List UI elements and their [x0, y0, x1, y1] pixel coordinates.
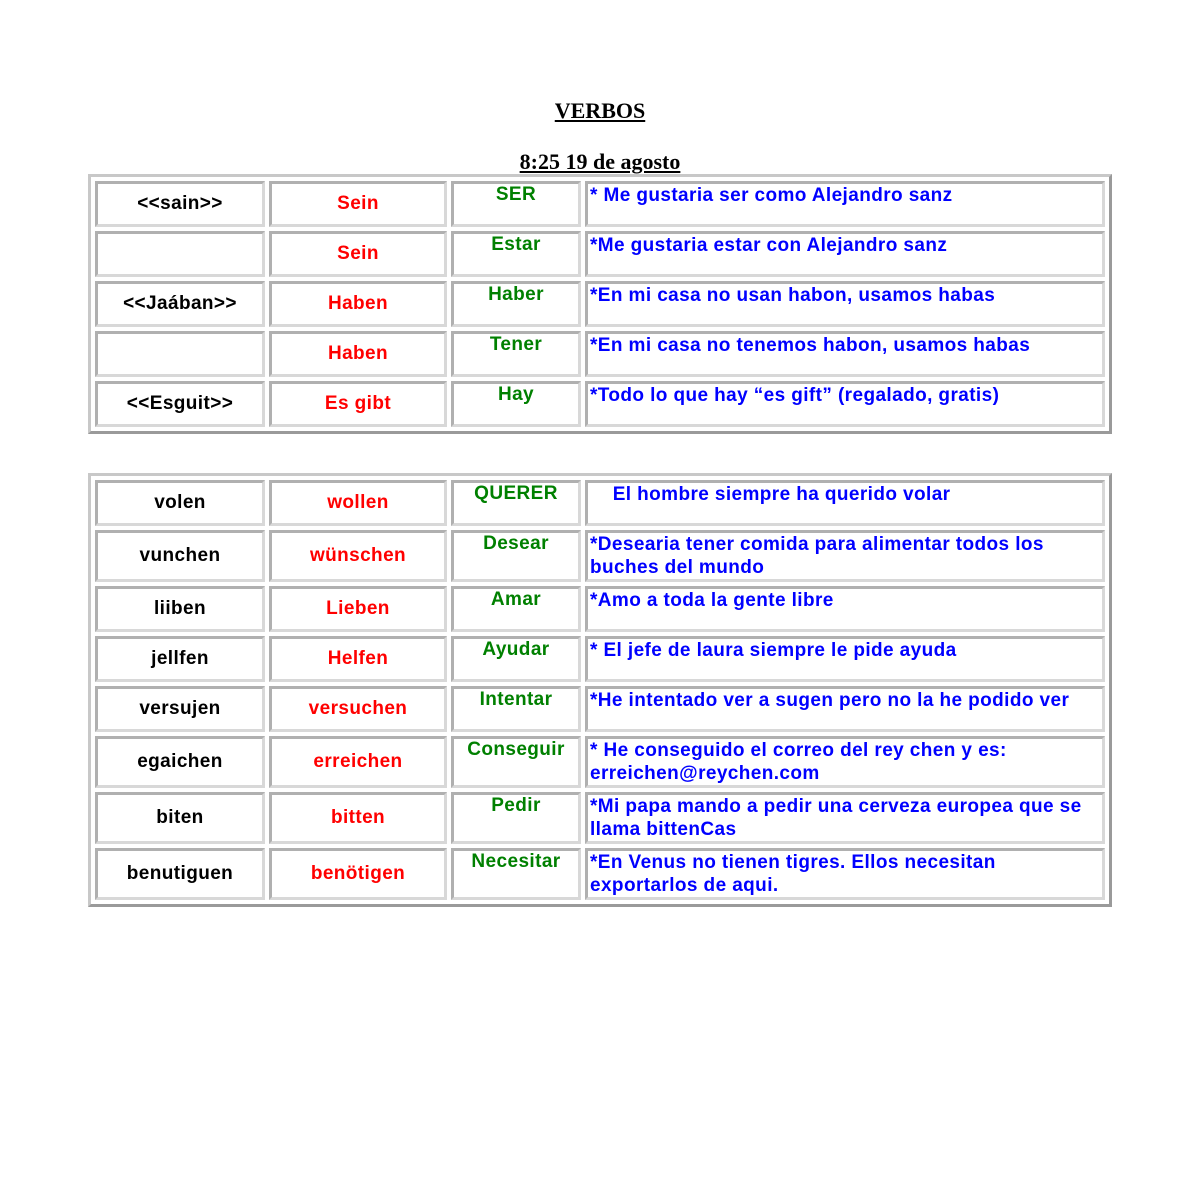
- example-cell: * Me gustaria ser como Alejandro sanz: [585, 181, 1105, 227]
- table-row: [95, 686, 1105, 732]
- german-cell: Lieben: [269, 586, 447, 632]
- example-cell: *En Venus no tienen tigres. Ellos necesitan exportarlos de aqui.: [585, 848, 1105, 900]
- example-cell: *En mi casa no tenemos habon, usamos habas: [585, 331, 1105, 377]
- german-cell: wünschen: [269, 530, 447, 582]
- pronunciation-cell: egaichen: [95, 736, 265, 788]
- german-cell: Sein: [269, 181, 447, 227]
- table-row: [95, 480, 1105, 526]
- table-row: [95, 848, 1105, 900]
- spanish-cell: QUERER: [451, 480, 581, 526]
- german-cell: wollen: [269, 480, 447, 526]
- example-cell: *En mi casa no usan habon, usamos habas: [585, 281, 1105, 327]
- spanish-cell: Desear: [451, 530, 581, 582]
- verbs-table-2: [88, 473, 1112, 907]
- example-cell: *Me gustaria estar con Alejandro sanz: [585, 231, 1105, 277]
- pronunciation-cell: liiben: [95, 586, 265, 632]
- example-cell: *Desearia tener comida para alimentar todos los buches del mundo: [585, 530, 1105, 582]
- page-subtitle: 8:25 19 de agosto: [519, 149, 681, 174]
- spanish-cell: Hay: [451, 381, 581, 427]
- german-cell: Haben: [269, 331, 447, 377]
- table-row: [95, 586, 1105, 632]
- german-cell: benötigen: [269, 848, 447, 900]
- example-cell: *Mi papa mando a pedir una cerveza europea que se llama bittenCas: [585, 792, 1105, 844]
- spanish-cell: Ayudar: [451, 636, 581, 682]
- table-row: [95, 736, 1105, 788]
- table-row: [95, 331, 1105, 377]
- table-row: [95, 530, 1105, 582]
- page-title: VERBOS: [554, 98, 646, 123]
- pronunciation-cell: volen: [95, 480, 265, 526]
- spanish-cell: Pedir: [451, 792, 581, 844]
- pronunciation-cell: vunchen: [95, 530, 265, 582]
- spanish-cell: Intentar: [451, 686, 581, 732]
- pronunciation-cell: [95, 331, 265, 377]
- spanish-cell: Conseguir: [451, 736, 581, 788]
- spanish-cell: Necesitar: [451, 848, 581, 900]
- spanish-cell: Estar: [451, 231, 581, 277]
- pronunciation-cell: [95, 231, 265, 277]
- spanish-cell: Tener: [451, 331, 581, 377]
- example-cell: * He conseguido el correo del rey chen y es: erreichen@reychen.com: [585, 736, 1105, 788]
- table-row: [95, 636, 1105, 682]
- pronunciation-cell: benutiguen: [95, 848, 265, 900]
- german-cell: erreichen: [269, 736, 447, 788]
- table-row: [95, 281, 1105, 327]
- german-cell: Sein: [269, 231, 447, 277]
- german-cell: versuchen: [269, 686, 447, 732]
- example-cell: *He intentado ver a sugen pero no la he podido ver: [585, 686, 1105, 732]
- pronunciation-cell: versujen: [95, 686, 265, 732]
- spanish-cell: Haber: [451, 281, 581, 327]
- pronunciation-cell: jellfen: [95, 636, 265, 682]
- table-row: [95, 231, 1105, 277]
- example-cell: El hombre siempre ha querido volar: [585, 480, 1105, 526]
- german-cell: bitten: [269, 792, 447, 844]
- table-row: [95, 181, 1105, 227]
- pronunciation-cell: <<Jaában>>: [95, 281, 265, 327]
- pronunciation-cell: <<sain>>: [95, 181, 265, 227]
- example-cell: *Todo lo que hay “es gift” (regalado, gratis): [585, 381, 1105, 427]
- german-cell: Es gibt: [269, 381, 447, 427]
- spanish-cell: SER: [451, 181, 581, 227]
- german-cell: Haben: [269, 281, 447, 327]
- example-cell: *Amo a toda la gente libre: [585, 586, 1105, 632]
- german-cell: Helfen: [269, 636, 447, 682]
- example-cell: * El jefe de laura siempre le pide ayuda: [585, 636, 1105, 682]
- table-row: [95, 381, 1105, 427]
- spanish-cell: Amar: [451, 586, 581, 632]
- pronunciation-cell: <<Esguit>>: [95, 381, 265, 427]
- verbs-table-1: [88, 174, 1112, 434]
- table-row: [95, 792, 1105, 844]
- pronunciation-cell: biten: [95, 792, 265, 844]
